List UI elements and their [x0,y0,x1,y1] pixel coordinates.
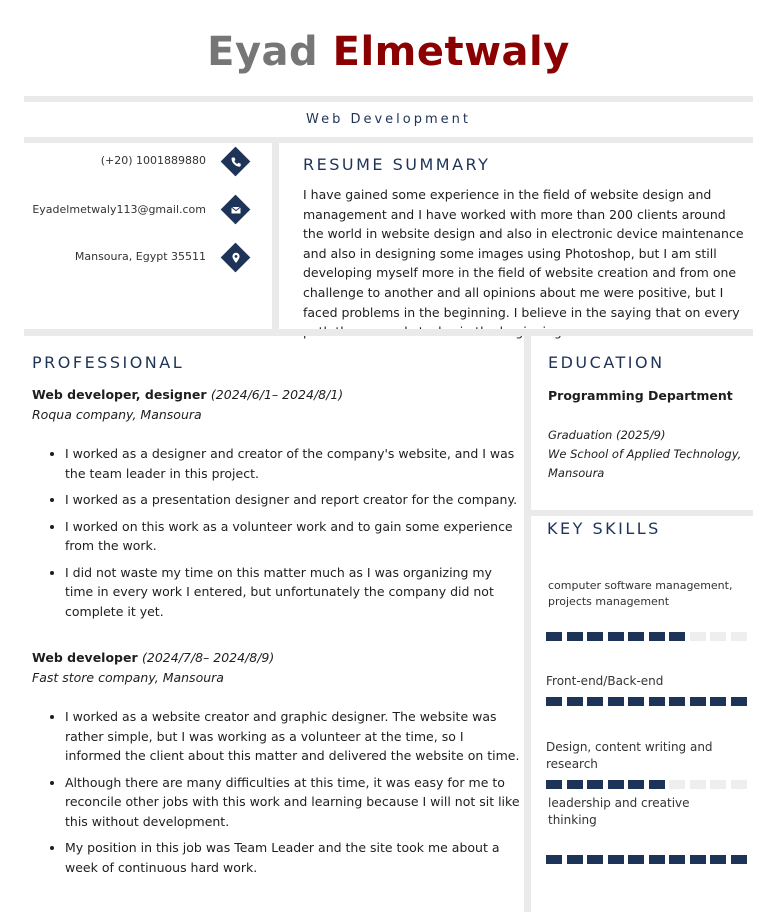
phone-icon [228,154,244,170]
skill-segment-filled [690,697,706,706]
summary-heading: RESUME SUMMARY [303,155,491,174]
job-2-dates: (2024/7/8– 2024/8/9) [142,650,275,665]
location-address: Mansoura, Egypt 35511 [74,250,206,263]
job-2-title [32,650,274,665]
skill-segment-filled [567,697,583,706]
summary-divider-bottom [24,329,753,336]
location-pin-icon [228,250,244,266]
skill-segment-filled [567,632,583,641]
header-divider-bottom [24,137,753,143]
main-column-divider [524,336,531,912]
job-1-title [32,387,343,402]
skill-segment-filled [628,697,644,706]
list-item: • I worked on this work as a volunteer work and to gain some experience from the work. [65,517,523,556]
skill-segment-filled [608,632,624,641]
skill-segment-filled [710,697,726,706]
skill-segment-filled [710,855,726,864]
job-1-bullets [46,444,523,628]
candidate-name [0,28,777,76]
job-1-role: Web developer, designer [32,387,207,402]
skill-segment-filled [628,632,644,641]
education-department: Programming Department [548,388,733,403]
skill-segment-filled [690,855,706,864]
job-title: Web Development [306,112,471,127]
job-2-bullets [46,707,523,884]
email-icon [228,202,244,218]
job-1-city: Mansoura [140,407,202,422]
skill-3-label: Design, content writing and research [546,740,713,771]
skill-segment-filled [546,632,562,641]
skill-2-label: Front-end/Back-end [546,674,664,688]
skill-segment-empty [690,632,706,641]
education-graduation: Graduation (2025/9) [548,428,666,442]
skill-segment-filled [628,780,644,789]
job-2-role: Web developer [32,650,138,665]
skill-1-label: computer software management, projects management [548,579,733,608]
skill-segment-filled [587,697,603,706]
professional-heading: PROFESSIONAL [32,353,185,372]
education-skills-divider [531,510,753,516]
phone-number: (+20) 1001889880 [100,154,206,167]
job-2-company: Fast store company, Mansoura [32,670,224,685]
list-item: • I worked as a designer and creator of the company's website, and I was the team leader in this project. [65,444,523,483]
list-item: • I worked as a presentation designer and report creator for the company. [65,490,523,510]
skill-segment-filled [628,855,644,864]
skill-segment-empty [731,780,747,789]
education-school: We School of Applied Technology, Mansoura [548,447,742,480]
skill-segment-filled [649,632,665,641]
skill-3-bar [546,780,749,789]
skill-segment-filled [731,697,747,706]
skill-2-bar [546,697,749,706]
job-1-company-name: Roqua company [32,407,133,422]
skill-segment-filled [669,697,685,706]
skill-segment-filled [649,697,665,706]
skill-segment-filled [649,855,665,864]
list-item: • Although there are many difficulties at this time, it was easy for me to reconcile other jobs with this work and learning because I will not sit like this without development. [65,773,523,832]
summary-text: I have gained some experience in the field of website design and management and I have worked with more than 200 clients around the world in website design and also in electronic device maintenance and also in designing some images using Photoshop, but I am still developing myself more in the field of website creation and from one challenge to another and all opinions about me were positive, but I faced problems in the beginning. I believe in the saying that on every [303,187,744,320]
skill-segment-filled [608,780,624,789]
list-item: • I did not waste my time on this matter much as I was organizing my time in every work I entered, but unfortunately the company did not complete it yet. [65,563,523,622]
header-divider-top [24,96,753,102]
skill-segment-filled [587,632,603,641]
job-1-dates: (2024/6/1– 2024/8/1) [210,387,344,402]
skill-segment-filled [567,780,583,789]
skills-heading: KEY SKILLS [547,519,661,538]
skill-segment-filled [669,855,685,864]
skill-segment-empty [710,780,726,789]
skill-segment-filled [567,855,583,864]
skill-segment-filled [669,632,685,641]
skill-1-bar [546,632,749,641]
skill-segment-filled [546,697,562,706]
list-item: • I worked as a website creator and graphic designer. The website was rather simple, but I was working as a volunteer at the time, so I informed the client about this matter and delivered the website on time. [65,707,523,766]
contact-summary-divider [272,143,279,329]
last-name: Elmetwaly [332,29,570,75]
skill-segment-empty [731,632,747,641]
skill-segment-filled [731,855,747,864]
skill-segment-filled [608,697,624,706]
skill-segment-empty [690,780,706,789]
skill-segment-empty [669,780,685,789]
skill-segment-filled [608,855,624,864]
job-1-company: Roqua company, Mansoura [32,407,202,422]
skill-4-bar [546,855,749,864]
skill-segment-empty [710,632,726,641]
skill-segment-filled [546,780,562,789]
email-address: Eyadelmetwaly113@gmail.com [32,203,206,216]
skill-segment-filled [546,855,562,864]
list-item: • My position in this job was Team Leader and the site took me about a week of continuous hard work. [65,838,523,877]
first-name: Eyad [207,29,319,75]
education-heading: EDUCATION [548,353,665,372]
skill-segment-filled [587,855,603,864]
skill-segment-filled [649,780,665,789]
skill-segment-filled [587,780,603,789]
skill-4-label: leadership and creative thinking [548,796,690,827]
